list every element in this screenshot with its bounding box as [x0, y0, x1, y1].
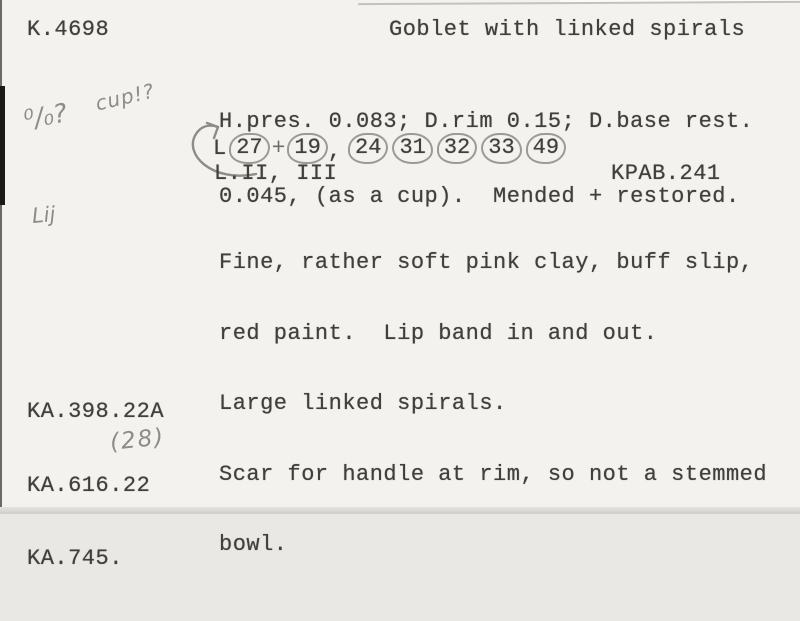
circled-number: 49: [526, 133, 566, 164]
scan-left-edge-black-strip: [0, 86, 5, 205]
circled-number: 31: [392, 133, 432, 164]
inventory-number: KA.745.: [27, 546, 123, 571]
comma-separator: ,: [327, 139, 342, 164]
annotation-percent-note: ⁰/₀?: [21, 98, 70, 136]
inventory-number: KA.616.22: [27, 472, 151, 498]
measurements-line-1: H.pres. 0.083; D.rim 0.15; D.base rest.: [219, 109, 754, 134]
inventory-number: KA.398.22A: [27, 399, 165, 424]
card-title: Goblet with linked spirals: [389, 17, 746, 42]
circled-number: 32: [437, 133, 477, 164]
scan-left-edge-line: [0, 0, 2, 514]
description-line-2: red paint. Lip band in and out.: [219, 320, 658, 346]
measurements-line-2: 0.045, (as a cup). Mended + restored.: [219, 184, 740, 209]
annotation-initials-note: Lij: [30, 202, 57, 228]
find-spot-row: [213, 133, 568, 164]
description-line-4: Scar for handle at rim, so not a stemmed: [219, 461, 768, 487]
inventory-block: [27, 351, 164, 621]
catalog-number: K.4698: [27, 17, 110, 42]
levels-line: L.II, III: [214, 161, 338, 186]
circled-number: 33: [481, 133, 521, 164]
find-spot-prefix: L: [213, 136, 227, 161]
circled-number: 19: [287, 133, 327, 164]
publication-ref: KPAB.241: [611, 161, 721, 186]
circled-number: 27: [229, 133, 269, 164]
circled-number: 24: [348, 133, 388, 164]
annotation-cup-note: cup!?: [93, 78, 157, 116]
plus-joiner: +: [271, 134, 286, 161]
description-line-3: Large linked spirals.: [219, 391, 507, 416]
description-block: [219, 204, 767, 604]
annotation-count-note: (28): [108, 424, 167, 456]
description-line-5: bowl.: [219, 532, 288, 557]
description-line-1: Fine, rather soft pink clay, buff slip,: [219, 250, 754, 275]
scan-top-edge-line: [358, 1, 800, 5]
